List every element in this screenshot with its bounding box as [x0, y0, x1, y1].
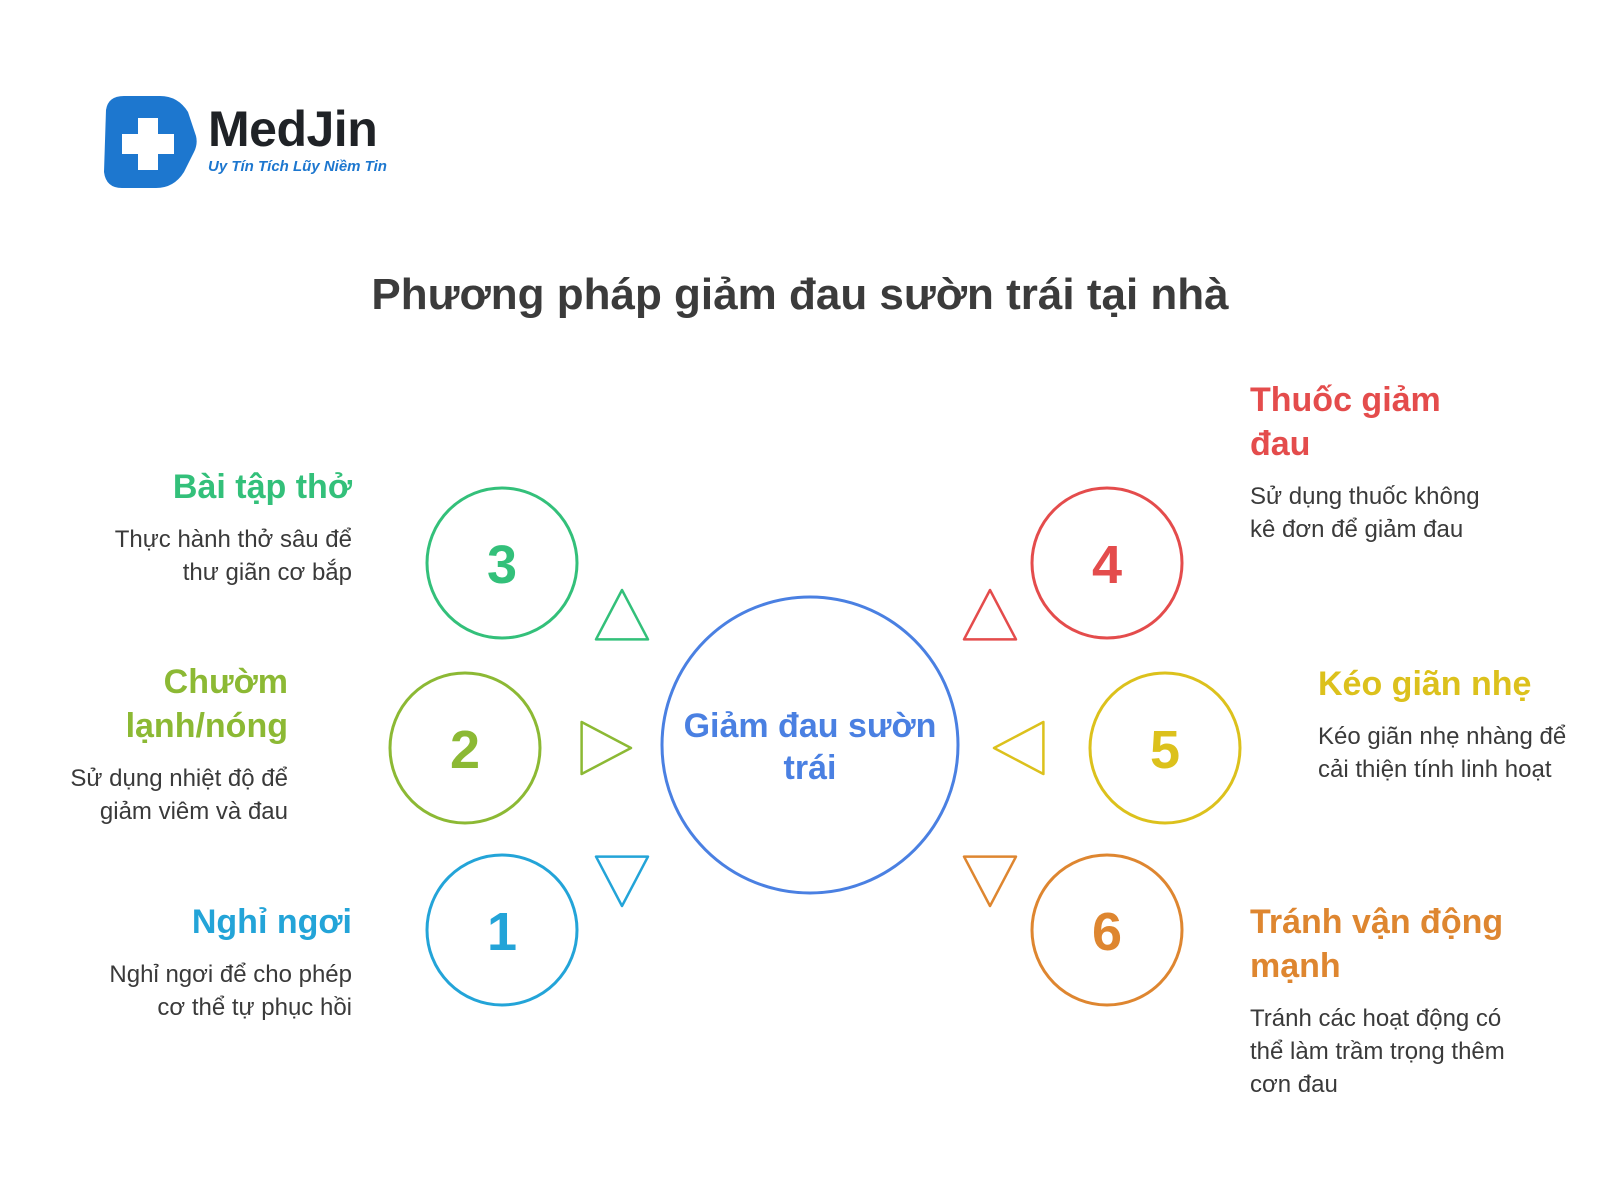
center-label: Giảm đau sườn trái	[683, 707, 937, 787]
item-4-block	[1250, 378, 1480, 546]
item-5-title: Kéo giãn nhẹ	[1318, 665, 1532, 703]
node-number-4: 4	[1091, 535, 1123, 595]
node-number-2: 2	[449, 720, 481, 780]
item-6-title: Tránh vận động mạnh	[1250, 903, 1504, 985]
arrow-up-icon	[596, 590, 648, 639]
arrow-down-icon	[964, 857, 1016, 906]
item-5-block	[1318, 662, 1578, 786]
arrow-left-icon	[994, 722, 1043, 774]
node-number-5: 5	[1149, 720, 1181, 780]
item-1-title: Nghỉ ngơi	[191, 903, 352, 941]
item-4-description: Sử dụng thuốc không kê đơn để giảm đau	[1250, 483, 1480, 543]
node-number-6: 6	[1091, 902, 1123, 962]
item-3-block	[110, 465, 352, 589]
item-2-title: Chườm lạnh/nóng	[125, 663, 288, 745]
item-5-description: Kéo giãn nhẹ nhàng để cải thiện tính linh hoạt	[1318, 723, 1567, 783]
node-number-3: 3	[486, 535, 518, 595]
arrow-down-icon	[596, 857, 648, 906]
item-3-title: Bài tập thở	[172, 468, 352, 506]
page-title: Phương pháp giảm đau sườn trái tại nhà	[371, 270, 1229, 319]
item-2-description: Sử dụng nhiệt độ để giảm viêm và đau	[70, 765, 288, 825]
item-6-block	[1250, 900, 1510, 1101]
item-3-description: Thực hành thở sâu để thư giãn cơ bắp	[114, 526, 352, 586]
item-1-description: Nghỉ ngơi để cho phép cơ thể tự phục hồi	[109, 961, 352, 1021]
brand-slogan: Uy Tín Tích Lũy Niềm Tin	[208, 158, 387, 175]
item-2-block	[40, 660, 288, 828]
item-6-description: Tránh các hoạt động có thể làm trầm trọng thêm cơn đau	[1250, 1005, 1505, 1098]
arrow-right-icon	[582, 722, 631, 774]
brand-name: MedJin	[208, 101, 378, 157]
item-1-block	[100, 900, 352, 1024]
arrow-up-icon	[964, 590, 1016, 639]
item-4-title: Thuốc giảm đau	[1250, 381, 1441, 463]
node-number-1: 1	[486, 902, 518, 962]
